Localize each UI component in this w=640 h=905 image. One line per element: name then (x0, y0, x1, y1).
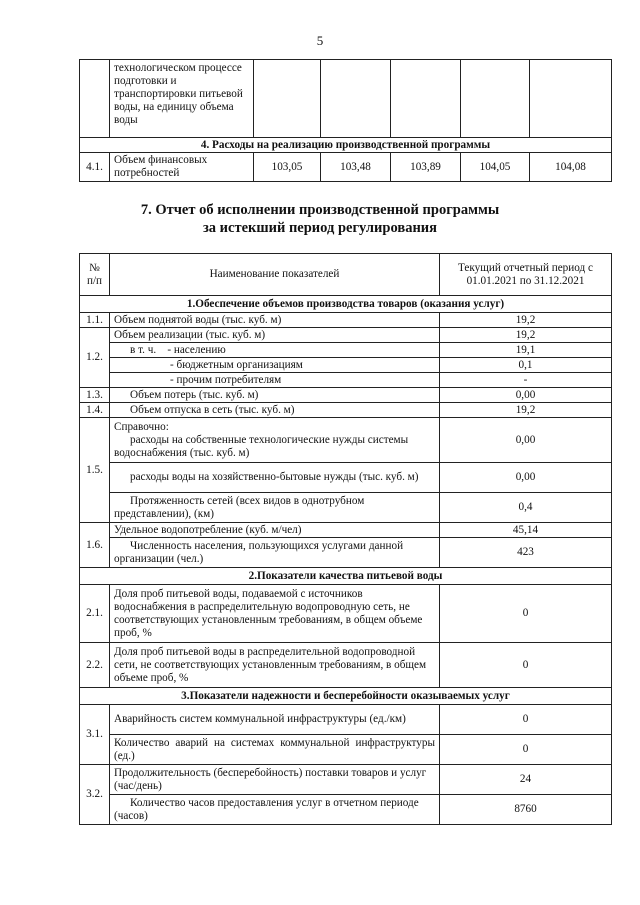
value-cell: 0 (440, 643, 612, 688)
value-cell: 8760 (440, 795, 612, 825)
value-cell: 45,14 (440, 523, 612, 538)
section-2-title: 2.Показатели качества питьевой воды (80, 568, 612, 585)
row-name-line: Справочно: (114, 420, 169, 433)
page-number: 5 (316, 33, 324, 48)
value-cell: 0 (440, 735, 612, 765)
row-name: Численность населения, пользующихся услугами данной организации (чел.) (110, 538, 440, 568)
value-cell: 103,05 (254, 153, 321, 182)
continuation-table (79, 59, 612, 182)
row-name: Объем потерь (тыс. куб. м) (110, 388, 440, 403)
row-number: 3.2. (80, 765, 110, 825)
value-cell: 0 (440, 585, 612, 643)
row-name: Продолжительность (бесперебойность) поставки товаров и услуг (час/день) (110, 765, 440, 795)
value-cell: 0,00 (440, 463, 612, 493)
value-cell: 19,2 (440, 328, 612, 343)
row-name: в т. ч. - населению (110, 343, 440, 358)
row-name: Удельное водопотребление (куб. м/чел) (110, 523, 440, 538)
row-name: Количество аварий на системах коммунальной инфраструктуры (ед.) (110, 735, 440, 765)
value-cell: 19,2 (440, 403, 612, 418)
row-number: 1.1. (80, 313, 110, 328)
row-number: 2.2. (80, 643, 110, 688)
value-cell: 103,89 (391, 153, 461, 182)
value-cell: - (440, 373, 612, 388)
section-3-title: 3.Показатели надежности и бесперебойности оказываемых услуг (80, 688, 612, 705)
row-name: Количество часов предоставления услуг в отчетном периоде (часов) (110, 795, 440, 825)
row-number: 1.4. (80, 403, 110, 418)
value-cell: 0,4 (440, 493, 612, 523)
header-num: № п/п (80, 254, 110, 296)
row-name: - прочим потребителям (110, 373, 440, 388)
row-name: Доля проб питьевой воды, подаваемой с источников водоснабжения в распределительную водопроводную сеть, не соответствующих установленным требованиям, в общем объеме проб, % (110, 585, 440, 643)
heading-line-1: 7. Отчет об исполнении производственной программы (140, 202, 500, 218)
row-name-line: расходы на собственные технологические нужды системы водоснабжения (тыс. куб. м) (114, 433, 409, 459)
value-cell: 104,08 (530, 153, 612, 182)
row-name: Доля проб питьевой воды в распределительной водопроводной сети, не соответствующих установленным требованиям, в общем объеме проб, % (110, 643, 440, 688)
row-name: расходы воды на хозяйственно-бытовые нужды (тыс. куб. м) (110, 463, 440, 493)
report-table (79, 253, 612, 825)
header-name: Наименование показателей (110, 254, 440, 296)
row-name: Аварийность систем коммунальной инфраструктуры (ед./км) (110, 705, 440, 735)
row-name: - бюджетным организациям (110, 358, 440, 373)
row-number: 1.5. (80, 418, 110, 523)
row-number: 4.1. (80, 153, 110, 182)
row-number: 1.3. (80, 388, 110, 403)
value-cell: 103,48 (321, 153, 391, 182)
value-cell: 0,00 (440, 388, 612, 403)
value-cell: 19,2 (440, 313, 612, 328)
value-cell: 0,1 (440, 358, 612, 373)
section-4-title: 4. Расходы на реализацию производственной программы (80, 138, 612, 153)
report-heading (0, 201, 640, 237)
value-cell: 423 (440, 538, 612, 568)
header-period: Текущий отчетный период с 01.01.2021 по 31.12.2021 (440, 254, 612, 296)
heading-line-2: за истекший период регулирования (202, 220, 438, 236)
value-cell: 24 (440, 765, 612, 795)
row-name: Объем поднятой воды (тыс. куб. м) (110, 313, 440, 328)
row-number: 2.1. (80, 585, 110, 643)
row-name: Объем отпуска в сеть (тыс. куб. м) (110, 403, 440, 418)
row-number: 1.6. (80, 523, 110, 568)
value-cell: 0 (440, 705, 612, 735)
row-name: Объем финансовых потребностей (110, 153, 254, 182)
value-cell: 19,1 (440, 343, 612, 358)
row-name (110, 418, 440, 463)
value-cell: 104,05 (461, 153, 530, 182)
continuation-text: технологическом процессе подготовки и транспортировки питьевой воды, на единицу объема воды (110, 60, 254, 138)
row-number: 3.1. (80, 705, 110, 765)
value-cell: 0,00 (440, 418, 612, 463)
row-name: Протяженность сетей (всех видов в однотрубном представлении), (км) (110, 493, 440, 523)
row-number: 1.2. (80, 328, 110, 388)
row-name: Объем реализации (тыс. куб. м) (110, 328, 440, 343)
section-1-title: 1.Обеспечение объемов производства товаров (оказания услуг) (80, 296, 612, 313)
